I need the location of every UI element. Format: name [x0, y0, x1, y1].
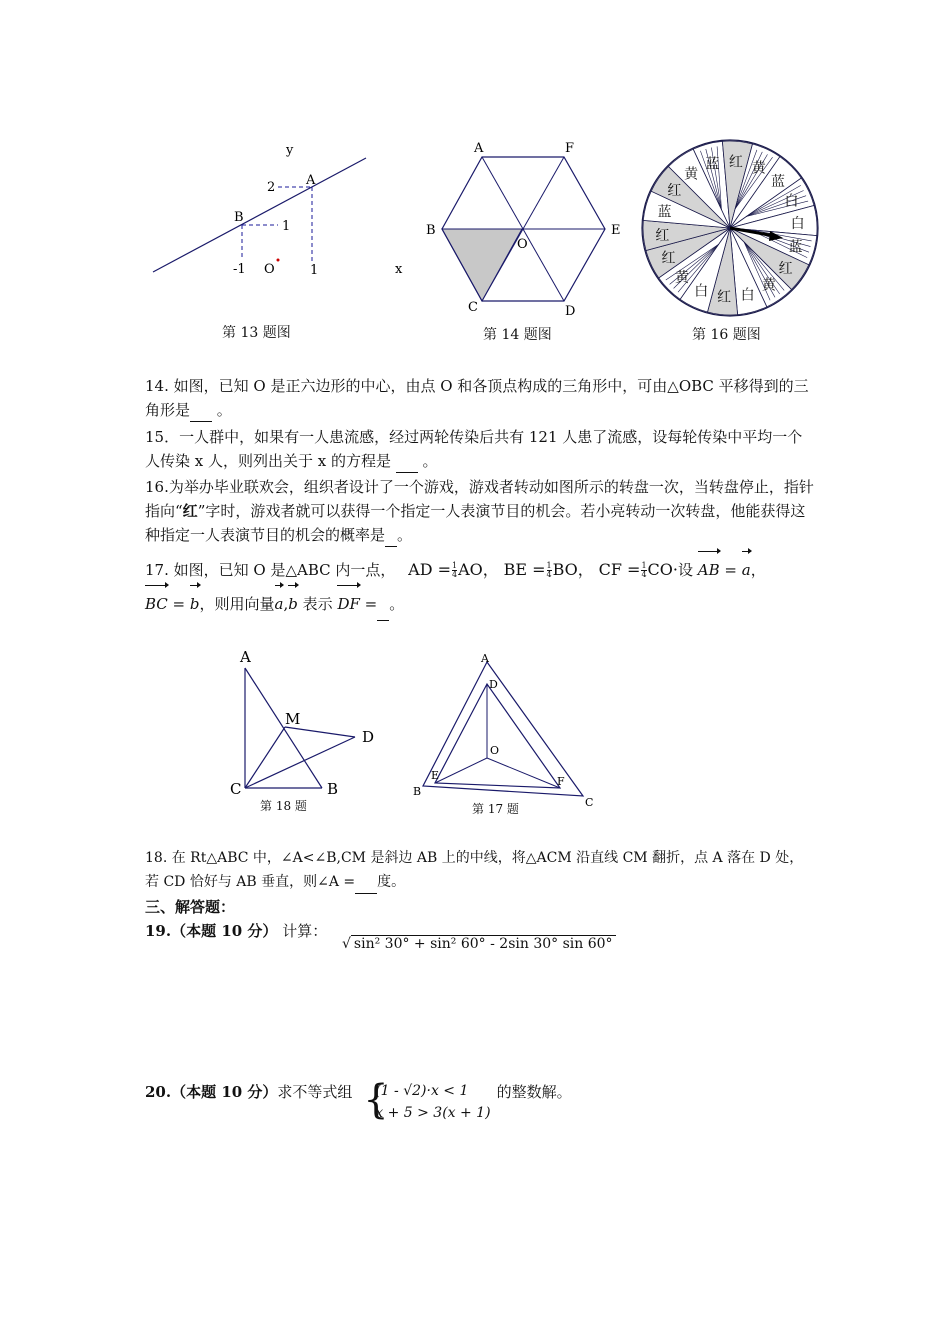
sqrt-icon: √	[342, 936, 351, 952]
q18-blank	[355, 877, 377, 894]
label-o: O	[517, 237, 528, 252]
spinner-label: 白	[784, 193, 799, 210]
q17-vec-a2: a	[275, 587, 284, 621]
spinner-label: 红	[661, 250, 676, 267]
q17-vec-b2: b	[288, 587, 298, 621]
spinner-label: 白	[740, 287, 755, 304]
caption-13: 第 13 题图	[222, 325, 291, 341]
label-d: D	[362, 728, 375, 746]
q18-line2: 若 CD 恰好与 AB 垂直，则∠A =	[145, 874, 356, 890]
figure-17	[405, 648, 605, 813]
q17-ao: AO	[458, 560, 483, 579]
label-a: A	[306, 173, 316, 188]
q17-vec-ab: AB	[698, 553, 720, 587]
q16-text1: 16.为举办毕业联欢会，组织者设计了一个游戏，游戏者转动如图所示的转盘一次，当转盘停止，指针指向“	[145, 478, 814, 520]
label-c: C	[468, 300, 478, 315]
q20-ineq2: x + 5 > 3(x + 1)	[375, 1105, 491, 1121]
q14-text: 14. 如图，已知 O 是正六边形的中心，由点 O 和各顶点构成的三角形中，可由△OBC 平移得到的三角形是	[145, 377, 809, 419]
q17-period: 。	[389, 595, 405, 613]
question-15	[145, 425, 815, 473]
caption-14: 第 14 题图	[483, 327, 552, 343]
q17-frac-3	[641, 562, 646, 579]
q17-ad-lhs: AD =	[408, 560, 452, 579]
q20-system	[363, 1077, 491, 1124]
line-ab	[153, 158, 366, 272]
q20-end: 的整数解。	[496, 1083, 572, 1101]
q17-cf-lhs: CF =	[598, 560, 641, 579]
q17-frac-1	[452, 562, 457, 579]
label-a: A	[481, 652, 489, 665]
q15-end: 。	[417, 452, 438, 470]
label-o: O	[490, 744, 500, 757]
q17-blank	[377, 604, 389, 621]
question-14	[145, 374, 815, 422]
q17-equals: =	[364, 595, 378, 613]
q20-text: 求不等式组	[277, 1083, 353, 1101]
spinner-label: 蓝	[657, 204, 672, 221]
label-a: A	[240, 648, 251, 666]
q17-vec-b: b	[190, 587, 200, 621]
spinner-label: 黄	[761, 277, 776, 294]
caption-16: 第 16 题图	[692, 327, 761, 343]
label-a: A	[474, 141, 484, 156]
q19-root	[342, 932, 616, 956]
spinner-label: 黄	[751, 160, 766, 177]
figure-18	[220, 645, 390, 805]
q16-red: 红	[182, 502, 198, 520]
q14-blank	[190, 405, 212, 422]
label-c: C	[585, 796, 594, 809]
label-c: C	[230, 780, 242, 798]
q17-vec-a: a	[742, 553, 751, 587]
spinner-label: 白	[694, 283, 709, 300]
label-b: B	[234, 210, 244, 225]
spinner-label: 黄	[684, 166, 699, 183]
spinner-label: 红	[655, 227, 670, 244]
caption-18: 第 18 题	[260, 799, 307, 813]
q17-frac-3-den: 4	[641, 570, 647, 579]
q16-end: 。	[397, 526, 413, 544]
q18-line1: 18. 在 Rt△ABC 中，∠A<∠B,CM 是斜边 AB 上的中线，将△ACM 沿直线 CM 翻折，点 A 落在 D 处，	[145, 850, 804, 866]
spinner-label: 蓝	[771, 174, 785, 190]
label-f: F	[565, 141, 575, 156]
label-1-mark: 1	[282, 219, 291, 234]
brace-icon: {	[363, 1077, 389, 1123]
label-o: O	[264, 262, 275, 277]
triangle-def	[435, 684, 560, 788]
label-e: E	[611, 223, 621, 238]
label-m: M	[285, 710, 301, 728]
figure-16-spinner	[637, 135, 823, 321]
q17-frac-3-num: 1	[641, 561, 647, 570]
q17-line2: ，则用向量	[199, 595, 275, 613]
q17-frac-2-den: 4	[546, 570, 552, 579]
label-e: E	[431, 769, 440, 782]
shaded-triangle-obc	[442, 229, 522, 301]
question-18	[145, 846, 825, 894]
q19-expr: sin² 30° + sin² 60° - 2sin 30° sin 60°	[351, 935, 616, 952]
q15-text: 15．一人群中，如果有一人患流感，经过两轮传染后共有 121 人患了流感，设每轮传染中平均一个人传染 x 人，则列出关于 x 的方程是	[145, 428, 803, 470]
caption-17: 第 17 题	[472, 802, 519, 816]
spinner-label: 红	[778, 260, 793, 277]
seg-md	[285, 727, 355, 737]
question-17: 17. 如图，已知 O 是△ABC 内一点， AD = $\frac{1}{4}$ AO， BE = $\frac{1}{4}$ BO， CF = $\frac{1}{4}$ CO·设 AB = a， BC = b，则用向量a,b 表示 DF = 。	[145, 553, 815, 621]
spinner-label: 蓝	[788, 239, 803, 256]
label-b: B	[327, 780, 339, 798]
q17-frac-1-den: 4	[452, 570, 458, 579]
q19-text: 计算：	[282, 922, 328, 940]
question-16	[145, 475, 815, 547]
question-20	[145, 1077, 815, 1124]
q17-set: 设	[677, 561, 693, 579]
q17-cf: CF = $\frac{1}{4}$ CO·	[598, 560, 678, 579]
label-b: B	[426, 223, 436, 238]
figure-13	[140, 135, 420, 315]
figure-14	[420, 135, 630, 320]
spinner-label: 蓝	[705, 156, 720, 173]
q17-frac-2-num: 1	[546, 561, 552, 570]
origin-dot	[277, 259, 280, 262]
q19-num: 19.（本题 10 分）	[145, 922, 278, 940]
q17-ad: AD = $\frac{1}{4}$ AO，	[408, 560, 499, 579]
spinner-label: 红	[717, 289, 732, 306]
label-neg1: -1	[233, 262, 246, 277]
label-y: y	[286, 143, 294, 158]
q17-be: BE = $\frac{1}{4}$ BO，	[503, 560, 594, 579]
label-b: B	[413, 785, 422, 798]
q17-co: CO	[647, 560, 673, 579]
q17-be-lhs: BE =	[503, 560, 546, 579]
q17-comma: ,	[283, 595, 289, 613]
section-3-heading: 三、解答题：	[145, 898, 236, 916]
q16-blank	[385, 530, 397, 547]
q17-express: 表示	[302, 595, 333, 613]
q16-text2: ”字时，游戏者就可以获得一个指定一人表演节目的机会。若小亮转动一次转盘，他能获得这种指定一人表演节目的机会的概率是	[145, 502, 806, 544]
label-x: x	[395, 262, 403, 277]
q17-frac-2	[547, 562, 552, 579]
q17-vec-df: DF	[337, 587, 359, 621]
q15-blank	[396, 456, 418, 473]
q20-ineq1: (1 - √2)·x < 1	[375, 1083, 469, 1099]
label-d: D	[489, 678, 498, 691]
q17-bo: BO	[552, 560, 578, 579]
spinner-label: 白	[790, 216, 805, 233]
label-f: F	[557, 775, 565, 788]
q20-num: 20.（本题 10 分）	[145, 1083, 278, 1101]
label-2: 2	[267, 180, 276, 195]
question-19	[145, 919, 815, 952]
label-d: D	[565, 304, 576, 319]
q17-vec-bc: BC	[145, 587, 168, 621]
q14-end: 。	[212, 401, 232, 419]
q18-end: 度。	[377, 874, 406, 890]
label-1-axis: 1	[310, 263, 319, 278]
spinner-label: 红	[728, 154, 743, 171]
spinner-label: 红	[667, 183, 682, 200]
q17-frac-1-num: 1	[452, 561, 458, 570]
seg-oe	[435, 758, 487, 783]
spinner-label: 黄	[675, 270, 689, 286]
q17-lead: 17. 如图，已知 O 是△ABC 内一点，	[145, 561, 396, 579]
